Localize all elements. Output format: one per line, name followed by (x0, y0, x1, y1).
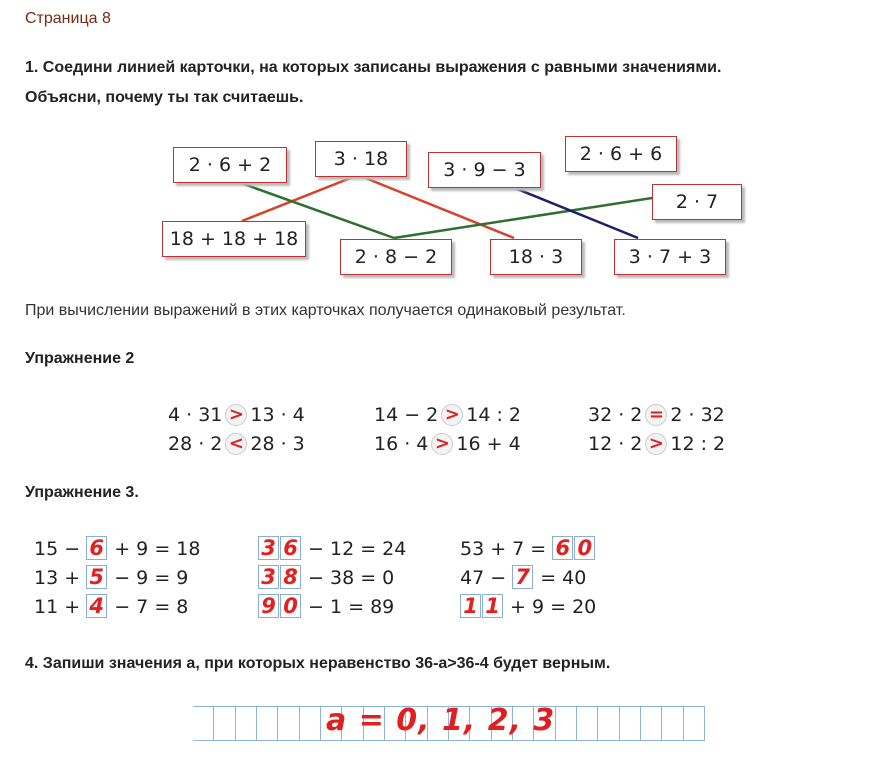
compare-left: 32 · 2 (588, 404, 643, 426)
answer-digit[interactable]: 3 (258, 536, 279, 560)
page-title: Страница 8 (25, 10, 111, 27)
compare-right: 2 · 32 (670, 404, 725, 426)
card-2x7[interactable]: 2 · 7 (652, 184, 742, 220)
eq-post: − 38 = 0 (302, 567, 395, 589)
card-2x6+6[interactable]: 2 · 6 + 6 (565, 136, 677, 172)
answer-digit[interactable]: 8 (280, 565, 301, 589)
answer-digit[interactable]: 0 (574, 536, 595, 560)
equation (460, 565, 586, 589)
eq-post: − 12 = 24 (302, 538, 407, 560)
line-3x9-3-3x7+3 (505, 184, 638, 238)
compare-left: 4 · 31 (168, 404, 223, 426)
eq-pre: 53 + 7 = (460, 538, 553, 560)
answer-digit[interactable]: 1 (482, 594, 503, 618)
eq-post: + 9 = 18 (108, 538, 201, 560)
answer-digit[interactable]: 6 (280, 536, 301, 560)
answer-digit[interactable]: 6 (552, 536, 573, 560)
eq-pre: 11 + (34, 596, 87, 618)
compare-row (588, 433, 725, 455)
task3-title: Упражнение 3. (25, 484, 139, 501)
task4-answer: a = 0, 1, 2, 3 (326, 703, 556, 738)
equation (258, 536, 406, 560)
card-18x3[interactable]: 18 · 3 (490, 239, 582, 275)
compare-right: 14 : 2 (466, 404, 522, 426)
compare-left: 14 − 2 (374, 404, 439, 426)
answer-digit[interactable]: 5 (86, 565, 107, 589)
card-2x8-2[interactable]: 2 · 8 − 2 (340, 239, 452, 275)
card-18+18+18[interactable]: 18 + 18 + 18 (162, 221, 306, 257)
compare-row (168, 433, 305, 455)
compare-right: 13 · 4 (250, 404, 305, 426)
compare-left: 16 · 4 (374, 433, 429, 455)
eq-post: + 9 = 20 (504, 596, 597, 618)
compare-row (374, 433, 521, 455)
task4-text: 4. Запиши значения a, при которых неравенство 36-a>36-4 будет верным. (25, 655, 611, 672)
equation (34, 565, 188, 589)
equation (460, 594, 596, 618)
eq-pre: 15 − (34, 538, 87, 560)
compare-sign: > (441, 404, 463, 426)
compare-right: 28 · 3 (250, 433, 305, 455)
equation (34, 536, 200, 560)
compare-sign: < (225, 433, 247, 455)
compare-sign: > (431, 433, 453, 455)
compare-row (168, 404, 305, 426)
compare-sign: > (645, 433, 667, 455)
task1-line1: 1. Соедини линией карточки, на которых записаны выражения с равными значениями. (25, 59, 722, 76)
compare-sign: > (225, 404, 247, 426)
compare-right: 16 + 4 (456, 433, 521, 455)
card-2x6+2[interactable]: 2 · 6 + 2 (173, 147, 287, 183)
compare-left: 28 · 2 (168, 433, 223, 455)
answer-digit[interactable]: 9 (258, 594, 279, 618)
answer-digit[interactable]: 1 (460, 594, 481, 618)
answer-digit[interactable]: 4 (86, 594, 107, 618)
compare-row (588, 404, 725, 426)
answer-digit[interactable]: 7 (512, 565, 533, 589)
compare-row (374, 404, 521, 426)
card-3x9-3[interactable]: 3 · 9 − 3 (428, 152, 541, 188)
card-3x18[interactable]: 3 · 18 (315, 141, 407, 177)
eq-pre: 13 + (34, 567, 87, 589)
eq-post: − 1 = 89 (302, 596, 395, 618)
eq-pre: 47 − (460, 567, 513, 589)
equation (34, 594, 188, 618)
compare-left: 12 · 2 (588, 433, 643, 455)
answer-digit[interactable]: 3 (258, 565, 279, 589)
eq-post: = 40 (534, 567, 587, 589)
equation (258, 594, 394, 618)
eq-post: − 7 = 8 (108, 596, 189, 618)
task1-answer: При вычислении выражений в этих карточках получается одинаковый результат. (25, 302, 626, 319)
eq-post: − 9 = 9 (108, 567, 189, 589)
compare-sign: = (645, 404, 667, 426)
compare-right: 12 : 2 (670, 433, 726, 455)
answer-digit[interactable]: 0 (280, 594, 301, 618)
equation (460, 536, 596, 560)
task2-title: Упражнение 2 (25, 350, 135, 367)
answer-digit[interactable]: 6 (86, 536, 107, 560)
card-3x7+3[interactable]: 3 · 7 + 3 (614, 239, 726, 275)
task1-line2: Объясни, почему ты так считаешь. (25, 89, 304, 106)
equation (258, 565, 394, 589)
